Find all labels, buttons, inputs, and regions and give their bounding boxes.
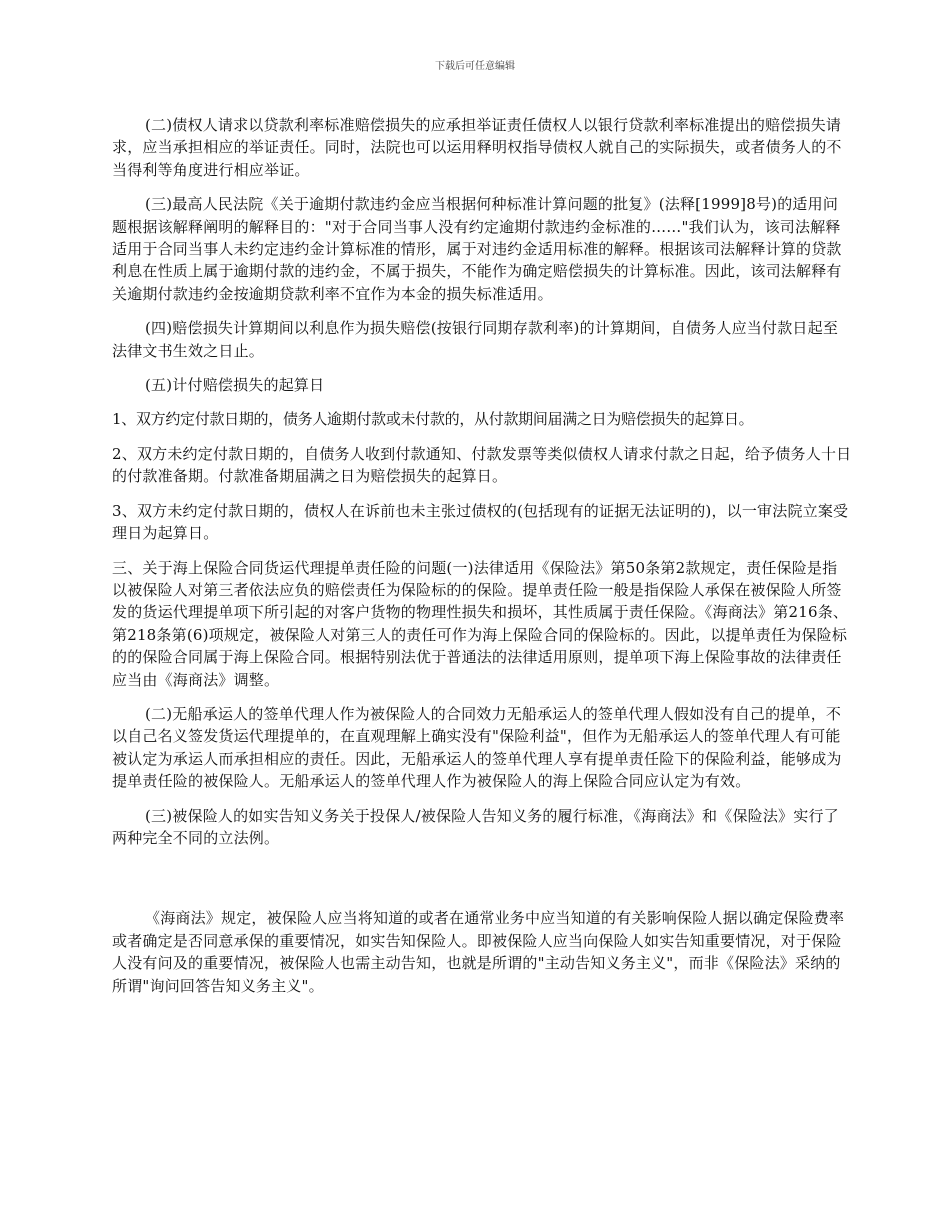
paragraph-marine-insurance: 三、关于海上保险合同货运代理提单责任险的问题(一)法律适用《保险法》第50条第2款规定，责任保险是指以被保险人对第三者依法应负的赔偿责任为保险标的的保险。提单责任险一般是指保险人承保在被保险人所签发的货运代理提单项下所引起的对客户货物的物理性损失和损坏，其性质属于责任保险。《海商法》第216条、第218条第(6)项规定，被保险人对第三人的责任可作为海上保险合同的保险标的。因此，以提单责任为保险标的的保险合同属于海上保险合同。根据特别法优于普通法的法律适用原则，提单项下海上保险事故的法律责任应当由《海商法》调整。 — [112, 558, 849, 689]
paragraph-disclosure-duty: (三)被保险人的如实告知义务关于投保人/被保险人告知义务的履行标准，《海商法》和《保险法》实行了两种完全不同的立法例。 — [112, 806, 839, 847]
paragraph-supreme-court-reply: (三)最高人民法院《关于逾期付款违约金应当根据何种标准计算问题的批复》(法释[1999]8号)的适用问题根据该解释阐明的解释目的："对于合同当事人没有约定逾期付款违约金标准的……"我们认为，该司法解释适用于合同当事人未约定违约金计算标准的情形，属于对违约金适用标准的解释。根据该司法解释计算的贷款利息在性质上属于逾期付款的违约金，不属于损失，不能作为确定赔偿损失的计算标准。因此，该司法解释有关逾期付款违约金按逾期贷款利率不宜作为本金的损失标准适用。 — [112, 195, 842, 303]
paragraph-item-3: 3、双方未约定付款日期的，债权人在诉前也未主张过债权的(包括现有的证据无法证明的)，以一审法院立案受理日为起算日。 — [112, 501, 849, 543]
document-body — [112, 114, 852, 1009]
paragraph-maritime-law-disclosure: 《海商法》规定，被保险人应当将知道的或者在通常业务中应当知道的有关影响保险人据以确定保险费率或者确定是否同意承保的重要情况，如实告知保险人。即被保险人应当向保险人如实告知重要情况，对于保险人没有问及的重要情况，被保险人也需主动告知，也就是所谓的"主动告知义务主义"，而非《保险法》采纳的所谓"询问回答告知义务主义"。 — [112, 909, 845, 995]
paragraph-compensation-period: (四)赔偿损失计算期间以利息作为损失赔偿(按银行同期存款利率)的计算期间，自债务人应当付款日起至法律文书生效之日止。 — [112, 319, 839, 360]
paragraph-debt-interest-proof: (二)债权人请求以贷款利率标准赔偿损失的应承担举证责任债权人以银行贷款利率标准提出的赔偿损失请求，应当承担相应的举证责任。同时，法院也可以运用释明权指导债权人就自己的实际损失，或者债务人的不当得利等角度进行相应举证。 — [112, 116, 842, 179]
paragraph-item-2: 2、双方未约定付款日期的，自债务人收到付款通知、付款发票等类似债权人请求付款之日起，给予债务人十日的付款准备期。付款准备期届满之日为赔偿损失的起算日。 — [112, 444, 852, 486]
paragraph-item-1: 1、双方约定付款日期的，债务人逾期付款或未付款的，从付款期间届满之日为赔偿损失的起算日。 — [112, 410, 754, 429]
paragraph-start-date-heading: (五)计付赔偿损失的起算日 — [145, 376, 325, 395]
page-header: 下载后可任意编辑 — [435, 61, 515, 72]
paragraph-nvocc-agent: (二)无船承运人的签单代理人作为被保险人的合同效力无船承运人的签单代理人假如没有自己的提单，不以自己名义签发货运代理提单的，在直观理解上确实没有"保险利益"，但作为无船承运人的签单代理人有可能被认定为承运人而承担相应的责任。因此，无船承运人的签单代理人享有提单责任险下的保险利益，能够成为提单责任险的被保险人。无船承运人的签单代理人作为被保险人的海上保险合同应认定为有效。 — [112, 704, 842, 791]
